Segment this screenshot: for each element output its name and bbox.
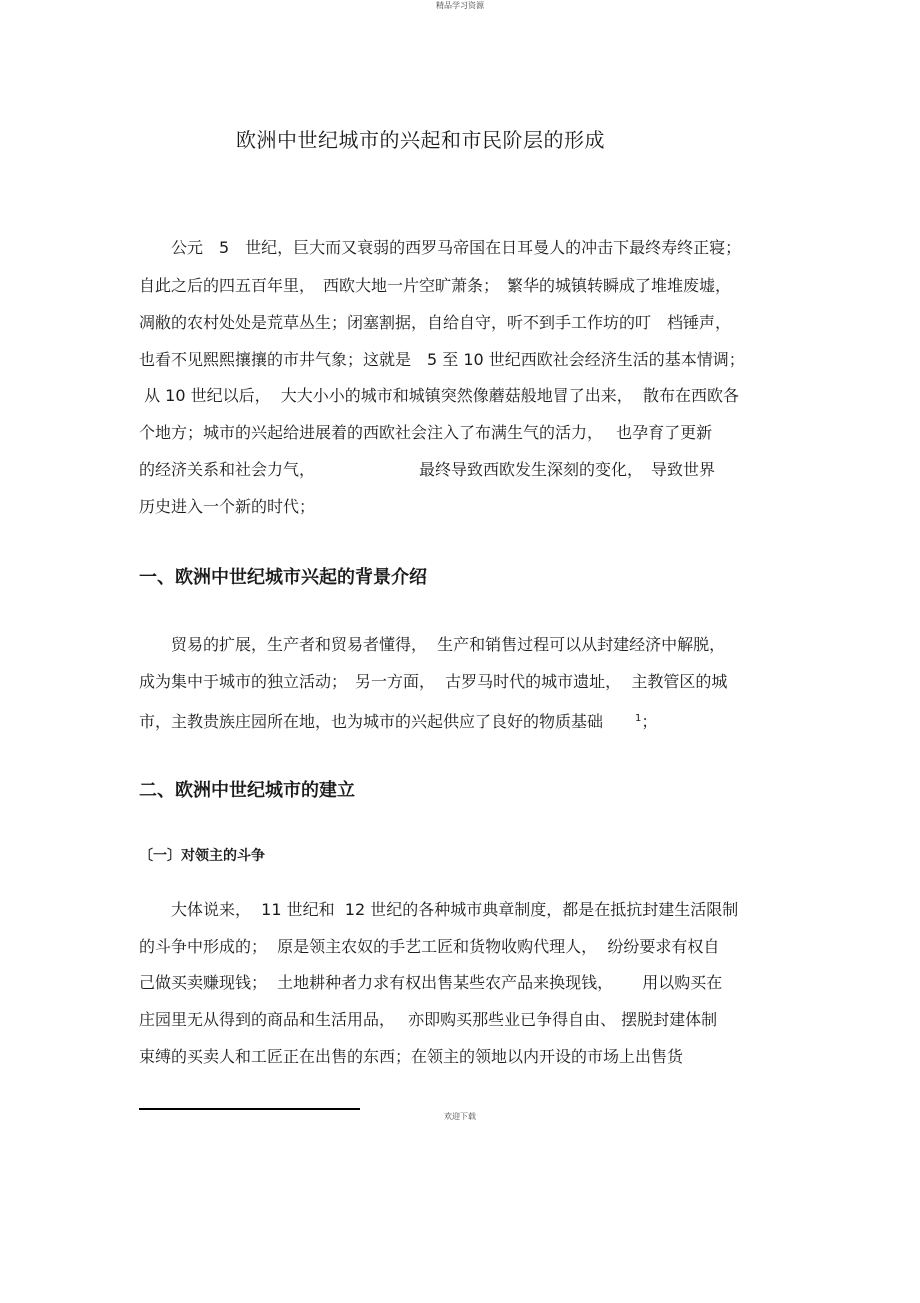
page-footer-note: 欢迎下载 <box>444 1112 476 1121</box>
section-heading: 一、欧洲中世纪城市兴起的背景介绍 <box>139 567 427 588</box>
subsection-heading: 〔一〕对领主的斗争 <box>139 848 265 864</box>
intro-line: 个地方；城市的兴起给进展着的西欧社会注入了布满生气的活力， 也孕育了更新 <box>139 423 713 442</box>
section2-line: 庄园里无从得到的商品和生活用品， 亦即购买那些业已争得自由、 摆脱封建体制 <box>139 1010 718 1029</box>
footnote-separator <box>139 1108 360 1110</box>
section2-line: 的斗争中形成的； 原是领主农奴的手艺工匠和货物收购代理人， 纷纷要求有权自 <box>139 937 720 956</box>
section-heading: 二、欧洲中世纪城市的建立 <box>139 780 355 801</box>
section2-line: 束缚的买卖人和工匠正在出售的东西；在领主的领地以内开设的市场上出售货 <box>139 1047 684 1066</box>
intro-line: 公元 5 世纪，巨大而又衰弱的西罗马帝国在日耳曼人的冲击下最终寿终正寝； <box>139 238 742 257</box>
intro-line: 自此之后的四五百年里， 西欧大地一片空旷萧条； 繁华的城镇转瞬成了堆堆废墟， <box>139 276 732 295</box>
document-title: 欧洲中世纪城市的兴起和市民阶层的形成 <box>236 128 605 152</box>
intro-line: 历史进入一个新的时代； <box>139 497 316 516</box>
intro-line: 从 10 世纪以后， 大大小小的城市和城镇突然像蘑菇般地冒了出来， 散布在西欧各 <box>139 386 739 405</box>
footnote-marker[interactable]: 1 <box>635 713 642 724</box>
section1-line <box>139 709 657 732</box>
section1-line-end: ； <box>641 712 658 731</box>
section1-line: 贸易的扩展，生产者和贸易者懂得， 生产和销售过程可以从封建经济中解脱， <box>139 635 726 654</box>
intro-line: 凋敝的农村处处是荒草丛生；闭塞割据，自给自守，听不到手工作坊的叮 档锤声， <box>139 313 732 332</box>
section2-line: 己做买卖赚现钱； 土地耕种者力求有权出售某些农产品来换现钱， 用以购买在 <box>139 973 723 992</box>
intro-line: 也看不见熙熙攘攘的市井气象；这就是 5 至 10 世纪西欧社会经济生活的基本情调； <box>139 350 745 369</box>
page-header-note: 精品学习资源 <box>436 1 484 10</box>
section1-line: 成为集中于城市的独立活动； 另一方面， 古罗马时代的城市遗址， 主教管区的城 <box>139 672 728 691</box>
intro-line: 的经济关系和社会力气， 最终导致西欧发生深刻的变化， 导致世界 <box>139 460 716 479</box>
section2-line: 大体说来， 11 世纪和 12 世纪的各种城市典章制度，都是在抵抗封建生活限制 <box>139 900 739 919</box>
section1-line-text: 市，主教贵族庄园所在地，也为城市的兴起供应了良好的物质基础 <box>139 712 636 731</box>
